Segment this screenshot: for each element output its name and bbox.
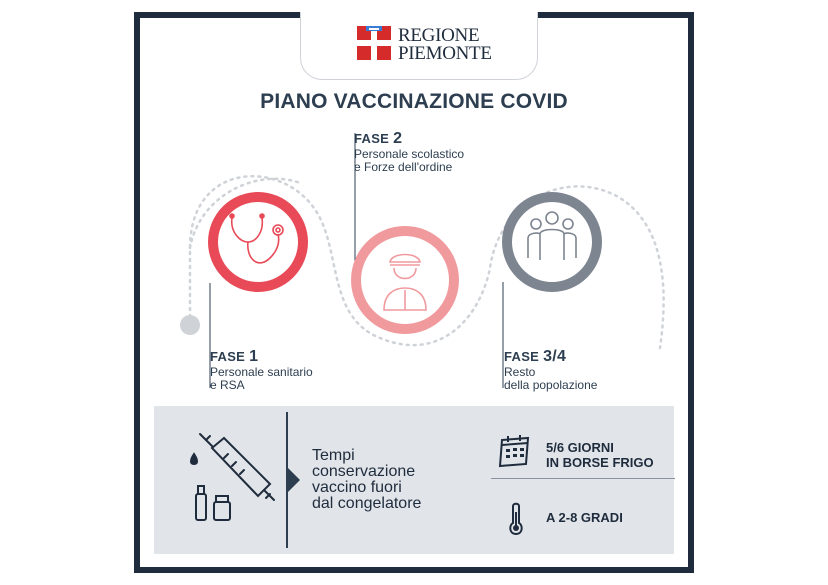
panel-arrow — [288, 468, 300, 492]
phase1-circle — [208, 192, 308, 292]
phase3-label: FASE 3/4 Resto della popolazione — [504, 348, 598, 392]
thermometer-icon — [506, 502, 526, 536]
logo-line2: PIEMONTE — [398, 43, 492, 64]
temperature-text: A 2-8 GRADI — [546, 510, 623, 525]
phase1-label: FASE 1 Personale sanitario e RSA — [210, 348, 313, 392]
calendar-icon — [496, 434, 532, 468]
syringe-vial-icon — [186, 428, 278, 524]
logo-line1: REGIONE — [398, 25, 480, 46]
path-start-dot — [180, 315, 200, 335]
page-title: PIANO VACCINAZIONE COVID — [260, 90, 568, 113]
phase1-desc-line1: Personale sanitario — [210, 365, 313, 379]
phase3-desc-line1: Resto — [504, 365, 536, 379]
phase2-desc-line1: Personale scolastico — [354, 147, 465, 161]
phase2-label: FASE 2 Personale scolastico e Forze dell'ordine — [354, 130, 465, 174]
info-divider — [491, 478, 675, 479]
phase3-desc-line2: della popolazione — [504, 378, 598, 392]
phase-path — [140, 18, 688, 398]
fridge-days-text: 5/6 GIORNI IN BORSE FRIGO — [546, 440, 654, 470]
storage-panel — [154, 406, 674, 554]
phase2-circle — [351, 226, 459, 334]
storage-title: Tempi conservazione vaccino fuori dal congelatore — [312, 447, 422, 512]
phase1-desc-line2: e RSA — [210, 378, 245, 392]
phase2-desc-line2: e Forze dell'ordine — [354, 160, 453, 174]
phase3-circle — [502, 192, 602, 292]
infographic-frame — [134, 12, 694, 573]
